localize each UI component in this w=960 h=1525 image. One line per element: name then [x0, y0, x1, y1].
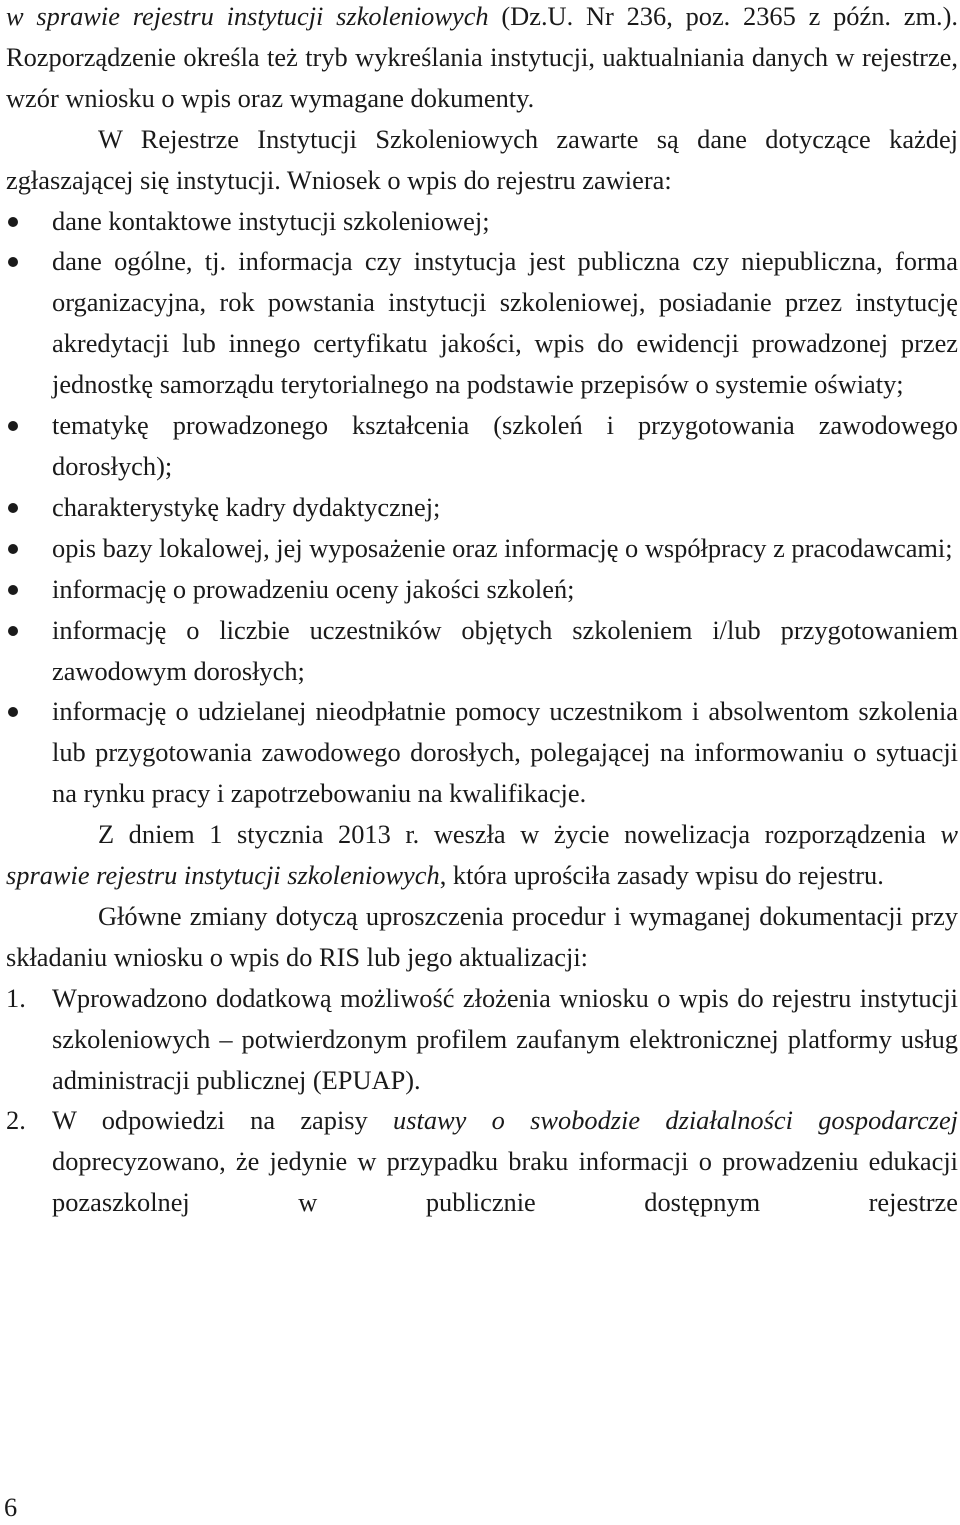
numbered-item	[6, 978, 958, 1101]
intro-italic-title: w sprawie rejestru instytucji szkoleniowych	[6, 1, 489, 31]
amendment-italic-title: w sprawie rejestru instytucji szkoleniowych	[6, 819, 958, 891]
list-item-text: dane ogólne, tj. informacja czy instytucja jest publiczna czy niepubliczna, forma organizacyjna, rok powstania instytucji szkoleniowej, posiadanie przez instytucję akredytacji lub innego certyfikatu jakości, wpis do ewidencji prowadzonej przez jednostkę samorządu terytorialnego na podstawie przepisów o systemie oświaty;	[52, 246, 958, 400]
main-changes-paragraph: Główne zmiany dotyczą uproszczenia procedur i wymaganej dokumentacji przy składaniu wniosku o wpis do RIS lub jego aktualizacji:	[6, 900, 958, 972]
bullet-icon	[8, 257, 18, 267]
bullet-icon	[8, 421, 18, 431]
list-item-text: informację o prowadzeniu oceny jakości szkoleń;	[52, 573, 575, 604]
page-number: 6	[4, 1492, 18, 1522]
list-item	[6, 201, 958, 242]
item-number: 1.	[6, 982, 26, 1013]
list-item	[6, 610, 958, 692]
numbered-item-text: Wprowadzono dodatkową możliwość złożenia wniosku o wpis do rejestru instytucji szkoleniowych – potwierdzonym profilem zaufanym elektronicznej platformy usług administracji publicznej (EPUAP).	[52, 982, 958, 1095]
intro-paragraph	[6, 0, 958, 119]
list-item	[6, 241, 958, 405]
bullet-list	[6, 201, 958, 815]
list-item	[6, 528, 958, 569]
numbered-list	[6, 978, 958, 1223]
numbered-item	[6, 1100, 958, 1223]
intro-text: (Dz.U. Nr 236, poz. 2365 z późn. zm.). Rozporządzenie określa też tryb wykreślania instytucji, uaktualniania danych w rejestrze, wzór wniosku o wpis oraz wymagane dokumenty.	[6, 1, 958, 113]
numbered-item-text-before: W odpowiedzi na zapisy	[52, 1105, 394, 1136]
list-item	[6, 569, 958, 610]
ris-paragraph: W Rejestrze Instytucji Szkoleniowych zawarte są dane dotyczące każdej zgłaszającej się instytucji. Wniosek o wpis do rejestru zawiera:	[6, 123, 958, 195]
bullet-icon	[8, 626, 18, 636]
list-item-text: informację o udzielanej nieodpłatnie pomocy uczestnikom i absolwentom szkolenia lub przygotowania zawodowego dorosłych, polegającej na informowaniu o sytuacji na rynku pracy i zapotrzebowaniu na kwalifikacje.	[52, 696, 958, 809]
list-item-text: opis bazy lokalowej, jej wyposażenie oraz informację o współpracy z pracodawcami;	[52, 532, 953, 563]
list-item	[6, 691, 958, 814]
list-item-text: informację o liczbie uczestników objętych szkoleniem i/lub przygotowaniem zawodowym dorosłych;	[52, 614, 958, 686]
bullet-icon	[8, 217, 18, 227]
amendment-2013-paragraph	[6, 814, 958, 896]
amendment-text-after: , która uprościła zasady wpisu do rejestru.	[439, 860, 884, 891]
bullet-icon	[8, 707, 18, 717]
list-item	[6, 405, 958, 487]
list-item-text: tematykę prowadzonego kształcenia (szkoleń i przygotowania zawodowego dorosłych);	[52, 410, 958, 481]
document-page	[6, 0, 958, 1223]
bullet-icon	[8, 585, 18, 595]
bullet-icon	[8, 503, 18, 513]
list-item-text: charakterystykę kadry dydaktycznej;	[52, 491, 441, 522]
list-item	[6, 487, 958, 528]
item-number: 2.	[6, 1105, 26, 1136]
numbered-item-text-after: doprecyzowano, że jedynie w przypadku braku informacji o prowadzeniu edukacji pozaszkolnej w publicznie dostępnym rejestrze	[52, 1146, 958, 1218]
bullet-icon	[8, 544, 18, 554]
amendment-text-before: Z dniem 1 stycznia 2013 r. weszła w życie nowelizacja rozporządzenia	[98, 819, 941, 850]
numbered-item-italic: ustawy o swobodzie działalności gospodarczej	[393, 1105, 958, 1136]
list-item-text: dane kontaktowe instytucji szkoleniowej;	[52, 205, 490, 236]
